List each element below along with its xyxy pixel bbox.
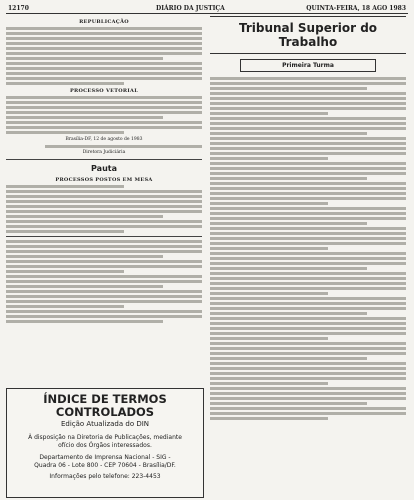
right-column	[210, 16, 406, 422]
court-title-box	[210, 16, 406, 54]
index-edition: Edição Atualizada do DIN	[60, 420, 150, 428]
page-header	[6, 4, 408, 14]
left-column	[6, 16, 202, 325]
document-page	[6, 4, 408, 496]
index-title: ÍNDICE DE TERMOS CONTROLADOS	[43, 392, 167, 419]
pauta-subtitle: PROCESSOS POSTOS EM MESA	[55, 177, 153, 183]
publication-date: QUINTA-FEIRA, 18 AGO 1983	[306, 5, 406, 12]
index-line-1: À disposição na Diretoria de Publicações, mediante	[28, 434, 182, 441]
page-number: 12170	[8, 5, 29, 12]
index-advertisement-box	[6, 388, 204, 498]
section-heading-republicacao: REPUBLICAÇÃO	[79, 19, 129, 25]
index-line-4: Quadra 06 - Lote 800 - CEP 70604 - Brasília/DF.	[34, 462, 176, 469]
signatory: Diretora Judiciária	[82, 150, 126, 155]
court-title: Tribunal Superior do Trabalho	[238, 21, 378, 49]
section-heading-processo: PROCESSO VETORIAL	[69, 88, 139, 94]
turma-heading: Primeira Turma	[240, 59, 376, 72]
pauta-title: Pauta	[91, 164, 117, 173]
index-line-2: ofício dos Órgãos interessados.	[58, 442, 152, 449]
index-line-3: Departamento de Imprensa Nacional - SIG -	[39, 454, 171, 461]
publication-name: DIÁRIO DA JUSTIÇA	[156, 5, 225, 12]
signature-line: Brasília-DF, 12 de agosto de 1983	[65, 137, 143, 142]
index-phone: Informações pelo telefone: 223-4453	[49, 473, 161, 480]
